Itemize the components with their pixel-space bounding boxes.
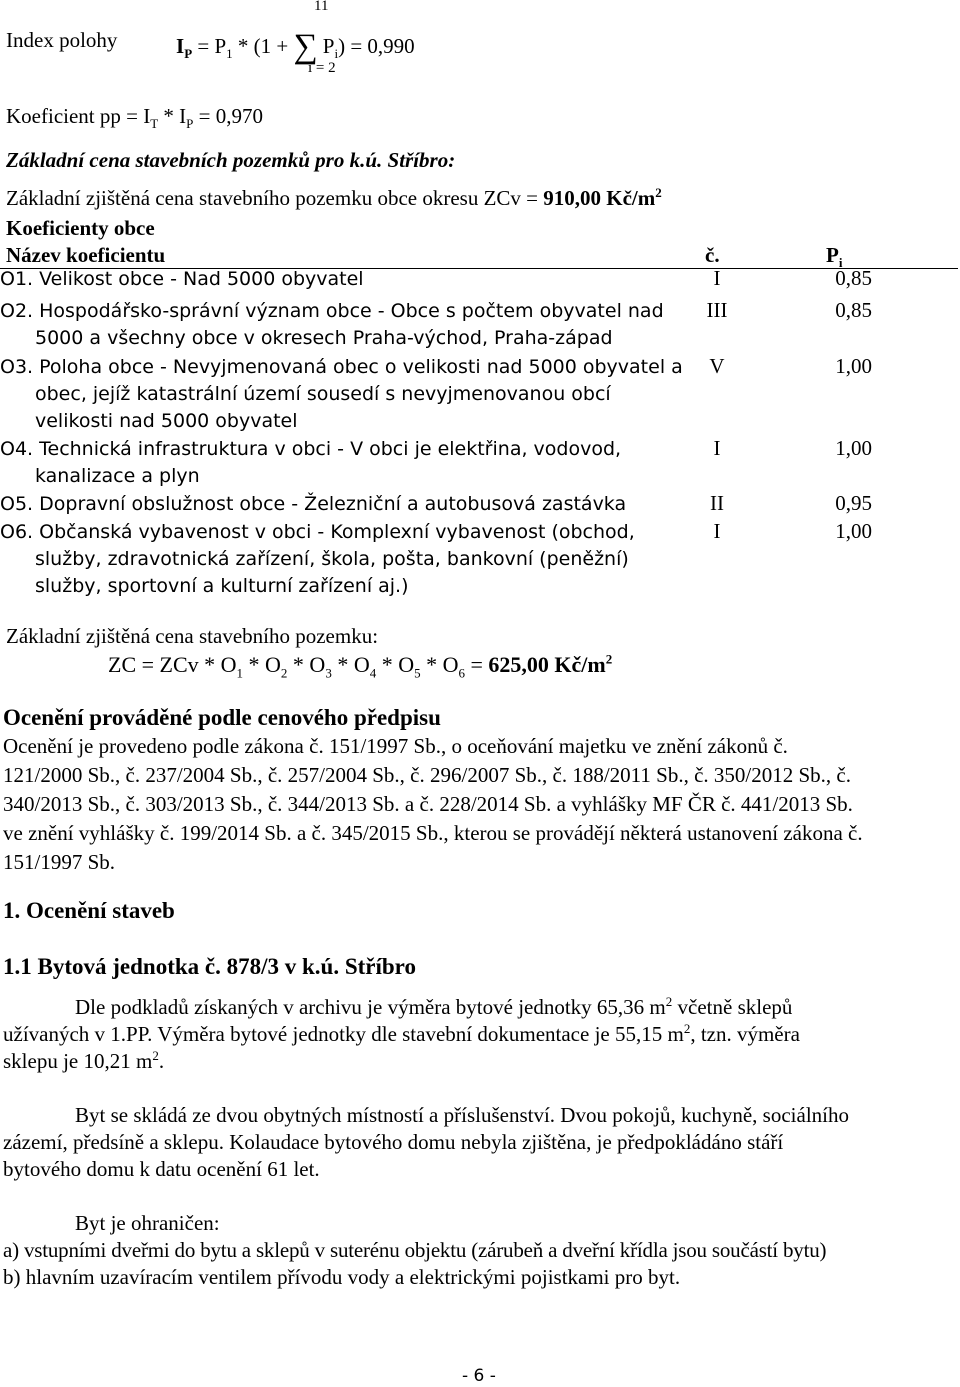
layout-paragraph-line-3: bytového domu k datu ocenění 61 let.: [3, 1157, 320, 1181]
coefficient-value: 0,85: [835, 298, 872, 322]
coefficient-continuation: obec, jejíž katastrální území sousedí s nevyjmenovanou obcí: [35, 383, 611, 405]
coefficient-description: [0, 298, 690, 352]
coefficient-grade: V: [709, 354, 725, 378]
coefficient-lead: O6. Občanská vybavenost v obci - Komplexní vybavenost (obchod,: [0, 521, 635, 543]
coefficient-description: [0, 354, 690, 435]
coefficient-value: 1,00: [835, 519, 872, 543]
index-polohy-label: Index polohy: [6, 28, 118, 52]
layout-paragraph-line-2: zázemí, předsíně a sklepu. Kolaudace bytového domu nebyla zjištěna, je předpokládáno stáří: [3, 1130, 784, 1154]
sum-lower-limit: i = 2: [308, 60, 336, 76]
coefficient-lead: O3. Poloha obce - Nevyjmenovaná obec o velikosti nad 5000 obyvatel a: [0, 356, 683, 378]
coefficient-lead: O4. Technická infrastruktura v obci - V obci je elektřina, vodovod,: [0, 438, 622, 460]
page-number: - 6 -: [462, 1366, 496, 1386]
coefficient-grade: I: [713, 519, 721, 543]
coefficient-continuation: 5000 a všechny obce v okresech Praha-východ, Praha-západ: [35, 327, 613, 349]
area-paragraph-line-3: sklepu je 10,21 $m^2$.: [3, 1048, 165, 1073]
coefficient-continuation: kanalizace a plyn: [35, 465, 200, 487]
area-paragraph-line-1: Dle podkladů získaných v archivu je výměra bytové jednotky 65,36 $m^2$ včetně sklepů: [75, 994, 793, 1019]
coefficient-lead: O5. Dopravní obslužnost obce - Železniční a autobusová zastávka: [0, 493, 627, 515]
valuation-heading: Ocenění prováděné podle cenového předpisu: [3, 705, 441, 730]
valuation-line: 151/1997 Sb.: [3, 850, 116, 874]
base-price-line: Základní zjištěná cena stavebního pozemku obce okresu ZCv = 910,00 $Kč/m^2$: [6, 185, 662, 210]
area-paragraph-line-2: užívaných v 1.PP. Výměra bytové jednotky dle stavební dokumentace je 55,15 $m^2$, tzn. výměra: [3, 1021, 800, 1046]
section-1-heading: 1. Ocenění staveb: [3, 898, 175, 923]
base-price-heading: Základní cena stavebních pozemků pro k.ú. Stříbro:: [6, 148, 456, 172]
koeficient-pp: Koeficient pp = $I_T * I_P = 0,970$: [6, 104, 263, 132]
coefficient-description: [0, 436, 690, 490]
coef-title: Koeficienty obce: [6, 216, 155, 240]
boundary-title: Byt je ohraničen:: [75, 1211, 220, 1235]
coefficient-continuation: služby, zdravotnická zařízení, škola, pošta, bankovní (peněžní): [35, 548, 629, 570]
index-polohy-formula: $I_P = P_1 * (1$ + ∑ $P_i) = 0,990$: [176, 28, 415, 65]
valuation-line: 121/2000 Sb., č. 237/2004 Sb., č. 257/2004 Sb., č. 296/2007 Sb., č. 188/2011 Sb., č. 350/2012 Sb., č.: [3, 763, 851, 787]
coefficient-grade: III: [706, 298, 728, 322]
coefficient-description: [0, 266, 690, 293]
col-name-header: Název koeficientu: [6, 243, 166, 267]
coefficient-value: 0,85: [835, 266, 872, 290]
section-1-1-heading: 1.1 Bytová jednotka č. 878/3 v k.ú. Stříbro: [3, 954, 416, 979]
coefficient-grade: I: [713, 436, 721, 460]
col-p-header: $P_i$: [826, 243, 843, 271]
zc-formula: ZC = ZCv * $O_1 * O_2 * O_3 * O_4 * O_5 * O_6 = 625,00$ $Kč/m^2$: [108, 651, 613, 681]
coefficient-value: 1,00: [835, 436, 872, 460]
coefficient-value: 1,00: [835, 354, 872, 378]
col-no-header: č.: [705, 243, 720, 267]
coefficient-lead: O1. Velikost obce - Nad 5000 obyvatel: [0, 268, 364, 290]
coefficient-value: 0,95: [835, 491, 872, 515]
valuation-line: Ocenění je provedeno podle zákona č. 151/1997 Sb., o oceňování majetku ve znění zákonů č.: [3, 734, 788, 758]
zc-label: Základní zjištěná cena stavebního pozemku:: [6, 624, 379, 648]
coefficient-continuation: velikosti nad 5000 obyvatel: [35, 410, 298, 432]
coefficient-description: [0, 519, 690, 600]
coefficient-continuation: služby, sportovní a kulturní zařízení aj.): [35, 575, 409, 597]
boundary-item-a: a) vstupními dveřmi do bytu a sklepů v suterénu objektu (zárubeň a dveřní křídla jsou součástí bytu): [3, 1238, 827, 1262]
coefficient-grade: I: [713, 266, 721, 290]
coefficient-grade: II: [710, 491, 724, 515]
sum-symbol: ∑: [293, 28, 318, 65]
layout-paragraph-line-1: Byt se skládá ze dvou obytných místností a příslušenství. Dvou pokojů, kuchyně, sociálního: [75, 1103, 849, 1127]
boundary-item-b: b) hlavním uzavíracím ventilem přívodu vody a elektrickými pojistkami pro byt.: [3, 1265, 681, 1289]
valuation-line: 340/2013 Sb., č. 303/2013 Sb., č. 344/2013 Sb. a č. 228/2014 Sb. a vyhlášky MF ČR č. 441/2013 Sb.: [3, 792, 853, 816]
sum-upper-limit: 11: [314, 0, 329, 14]
coefficient-lead: O2. Hospodářsko-správní význam obce - Obce s počtem obyvatel nad: [0, 300, 664, 322]
valuation-line: ve znění vyhlášky č. 199/2014 Sb. a č. 345/2015 Sb., kterou se provádějí některá ustanovení zákona č.: [3, 821, 863, 845]
coefficient-description: [0, 491, 690, 518]
